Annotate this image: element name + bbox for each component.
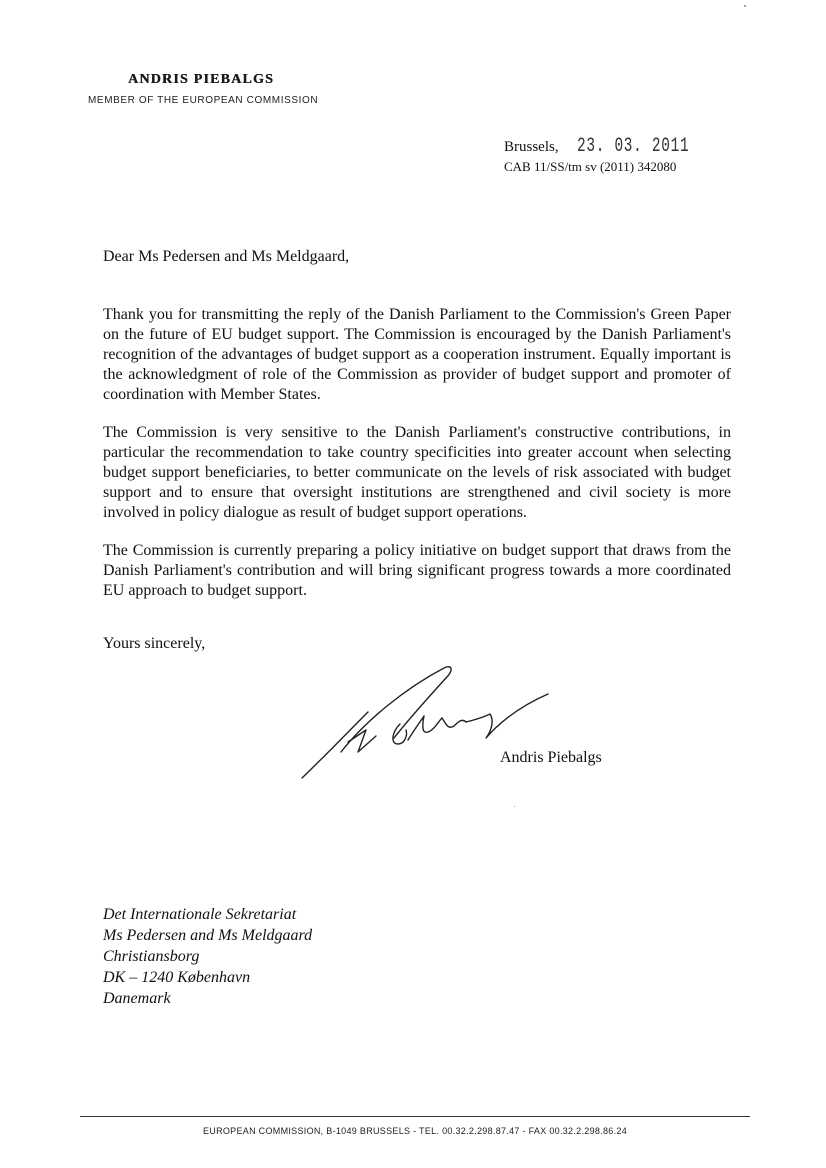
address-line: Det Internationale Sekretariat xyxy=(103,906,297,923)
signatory-name: Andris Piebalgs xyxy=(500,749,602,766)
closing: Yours sincerely, xyxy=(103,635,206,652)
scan-speck xyxy=(744,5,746,7)
address-line: Ms Pedersen and Ms Meldgaard xyxy=(103,927,313,944)
letterhead-role: MEMBER OF THE EUROPEAN COMMISSION xyxy=(88,95,319,106)
reference-number: CAB 11/SS/tm sv (2011) 342080 xyxy=(504,159,677,174)
address-line: Danemark xyxy=(103,990,171,1007)
body-paragraph: Thank you for transmitting the reply of the Danish Parliament to the Commission's Green Paper on the future of EU budget support. The Commission is encouraged by the Danish Parliament's recognition of the advantages of budget support as a cooperation instrument. Equally important is the acknowledgment of role of the Commission as provider of budget support and promoter of coordination with Member States. xyxy=(103,306,731,403)
body-paragraph: The Commission is currently preparing a policy initiative on budget support that draws from the Danish Parliament's contribution and will bring significant progress towards a more coordinated EU approach to budget support. xyxy=(103,542,731,599)
date-city: Brussels, xyxy=(504,139,559,155)
address-line: Christiansborg xyxy=(103,948,200,965)
address-line: DK – 1240 København xyxy=(103,969,251,986)
date-stamp: 23. 03. 2011 xyxy=(576,135,689,158)
recipient-address xyxy=(103,904,312,1009)
letter-body xyxy=(103,305,731,619)
scan-speck xyxy=(514,806,515,807)
salutation: Dear Ms Pedersen and Ms Meldgaard, xyxy=(103,248,350,265)
date-block xyxy=(504,137,733,177)
footer-divider xyxy=(80,1116,750,1117)
footer-contact: EUROPEAN COMMISSION, B-1049 BRUSSELS - TEL. 00.32.2.298.87.47 - FAX 00.32.2.298.86.24 xyxy=(202,1126,628,1136)
date-line xyxy=(504,137,733,157)
letterhead-name: ANDRIS PIEBALGS xyxy=(128,72,274,87)
body-paragraph: The Commission is very sensitive to the Danish Parliament's constructive contributions, in particular the recommendation to take country specificities into greater account when selecting budget support beneficiaries, to better communicate on the levels of risk associated with budget support and to ensure that oversight institutions are strengthened and civil society is more involved in policy dialogue as result of budget support operations. xyxy=(103,424,731,521)
